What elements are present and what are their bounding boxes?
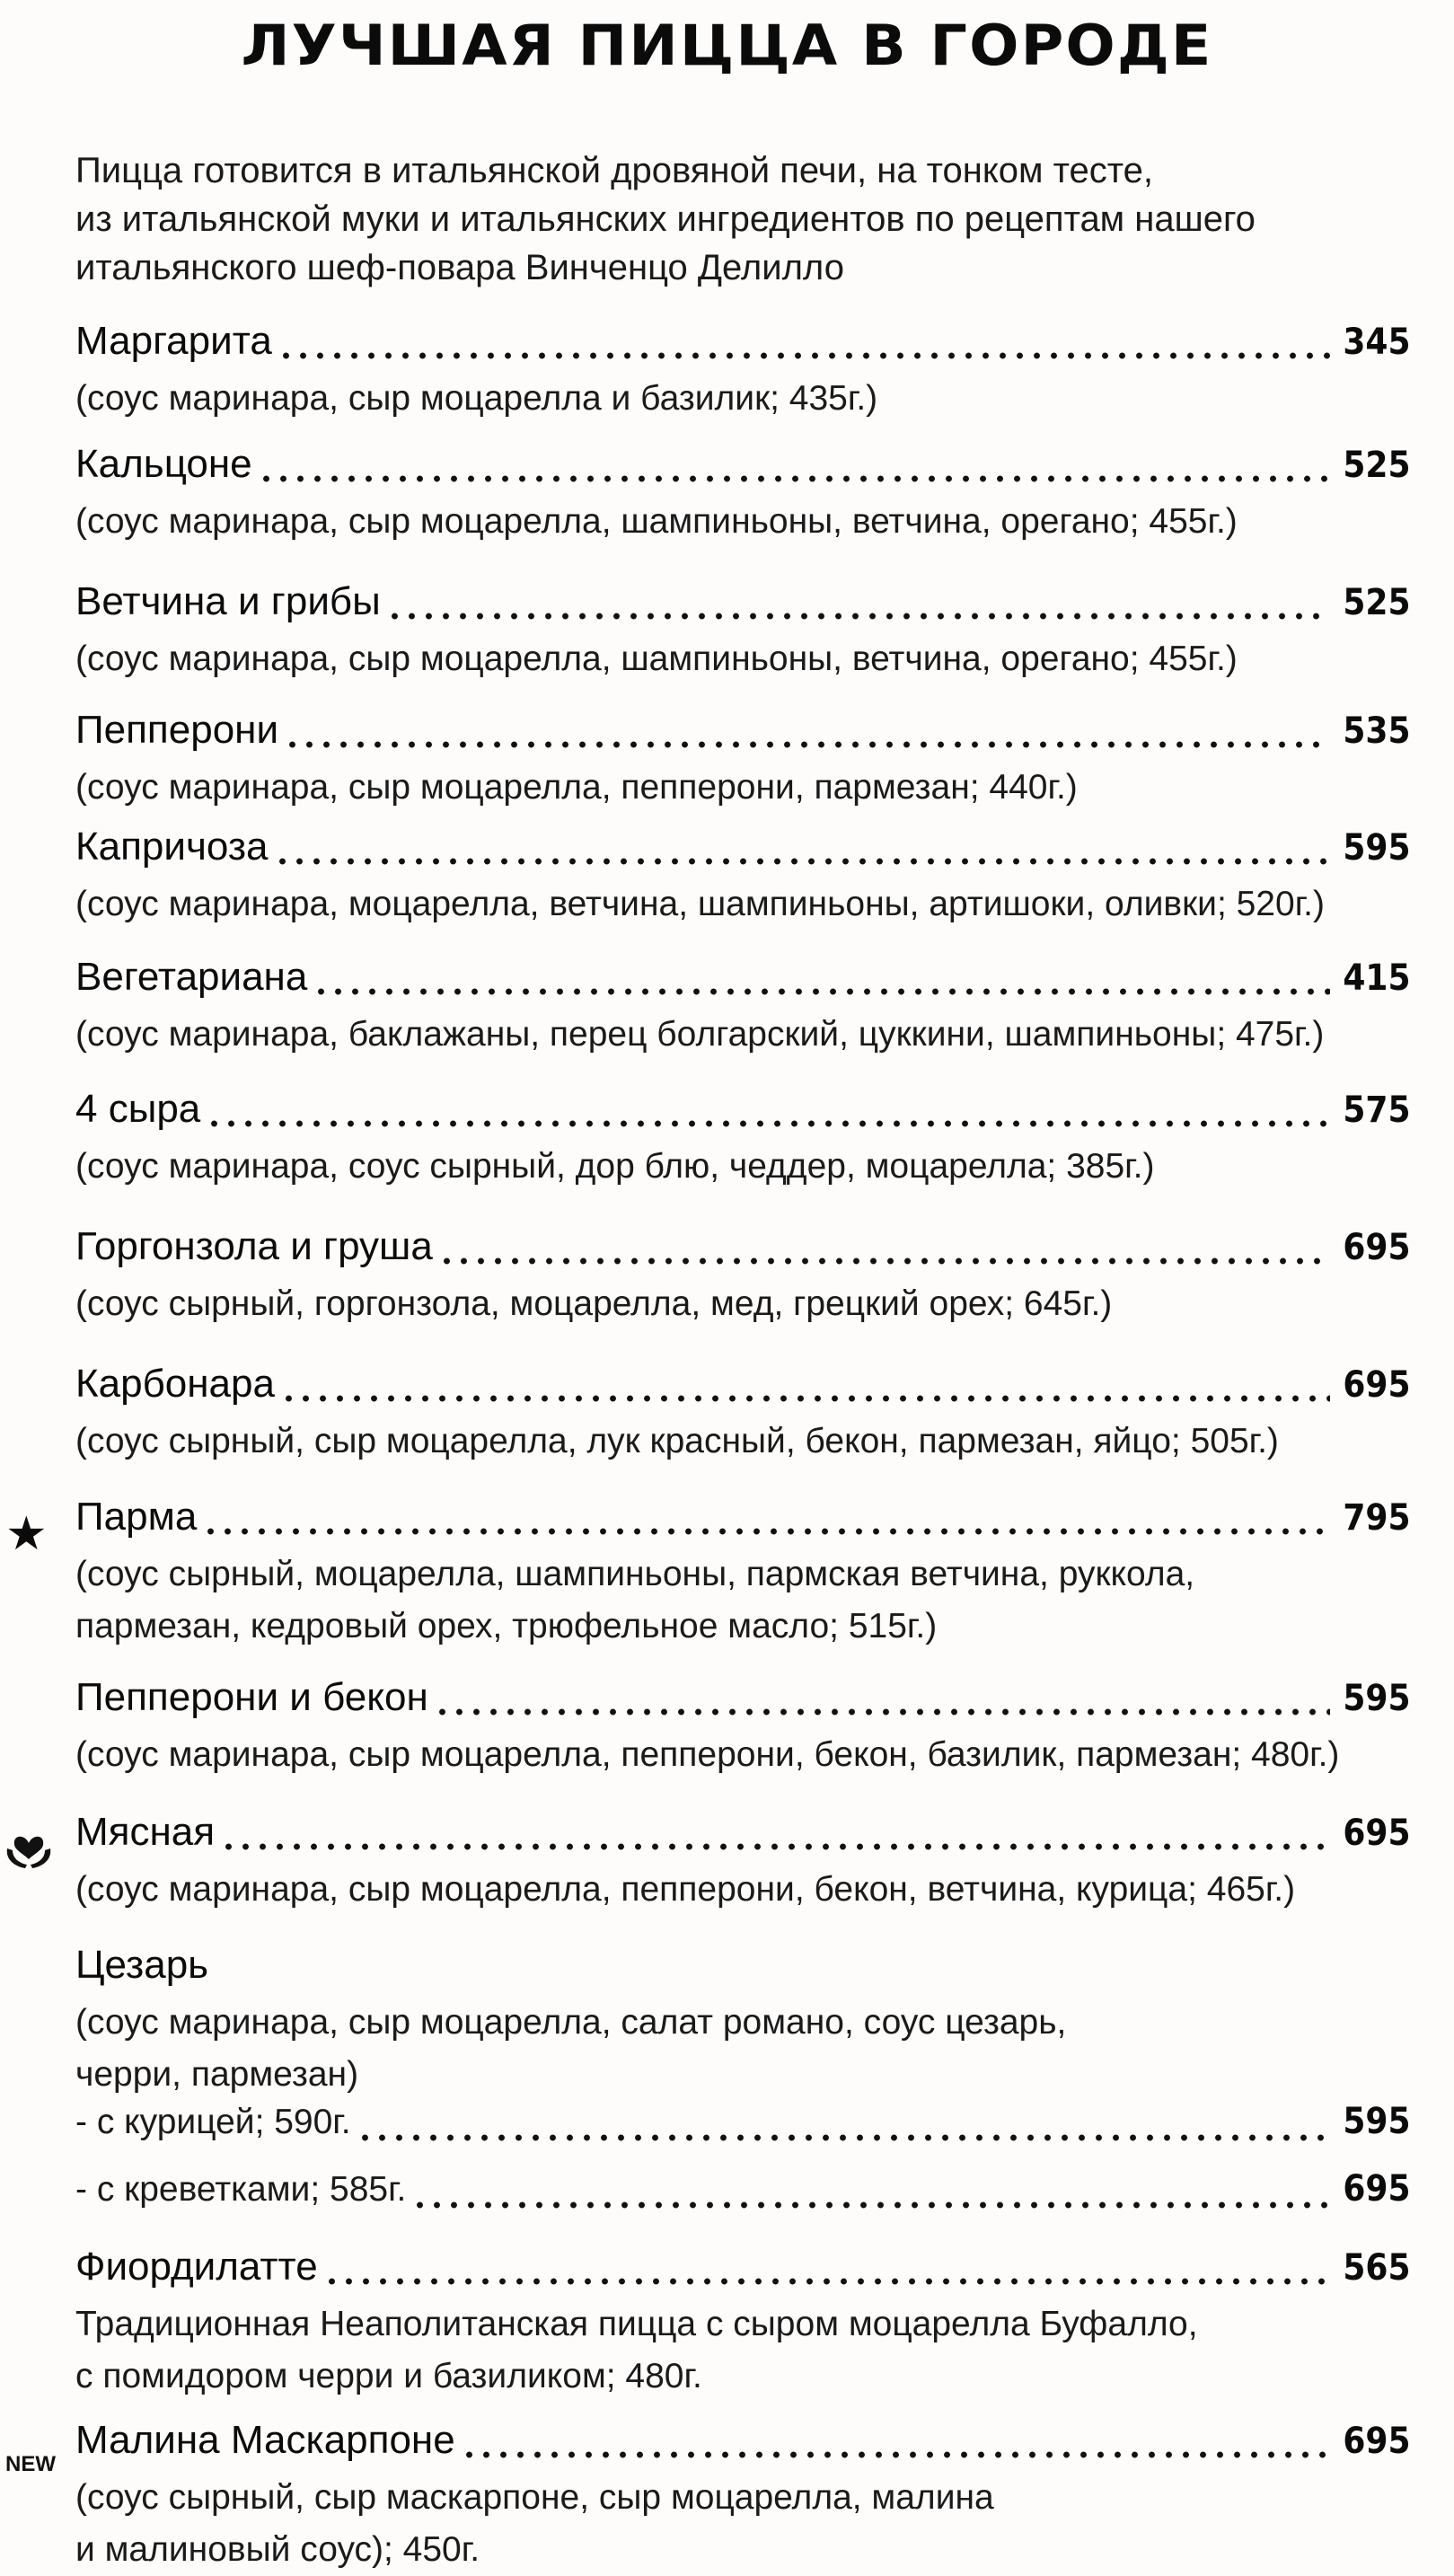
intro-text [75,146,1387,292]
item-name: Вегетариана [75,955,308,999]
menu-item [75,1943,1410,2101]
menu-item-row [75,1495,1410,1548]
item-name: Ветчина и грибы [75,579,381,623]
item-description: (соус маринара, сыр моцарелла, шампиньоны, ветчина, орегано; 455г.) [75,640,1238,678]
menu-item [75,442,1410,548]
menu-item-row [75,708,1410,762]
new-badge: NEW [5,2452,56,2476]
item-price: 695 [1342,2168,1410,2210]
item-price: 695 [1342,1227,1410,1268]
menu-item-row [75,1362,1410,1416]
item-name: Кальцоне [75,442,252,486]
dot-leader [278,351,1330,360]
page-title: ЛУЧШАЯ ПИЦЦА В ГОРОДЕ [241,13,1213,78]
item-description: (соус маринара, сыр моцарелла, салат романо, соус цезарь, [75,2003,1067,2042]
item-name: Цезарь [75,1943,209,1987]
intro-line: итальянского шеф-повара Винченцо Делилло [75,248,844,287]
dot-leader [411,2201,1329,2210]
menu-item-row [75,442,1410,496]
menu-item [75,1810,1410,1916]
item-name: Пепперони [75,708,279,752]
item-description: (соус маринара, сыр моцарелла, шампиньоны, ветчина, орегано; 455г.) [75,502,1238,541]
item-price: 795 [1342,1497,1410,1539]
dot-leader [274,857,1330,866]
menu-item-row [75,2418,1410,2472]
dot-leader [220,1842,1329,1851]
menu-item-row [75,825,1410,878]
menu-item-row [75,1087,1410,1141]
menu-item [75,825,1410,931]
menu-item-row [75,1943,1410,1997]
item-description: (соус маринара, сыр моцарелла, пепперони, бекон, ветчина, курица; 465г.) [75,1870,1296,1909]
star-icon: ★ [5,1508,48,1560]
item-description: Традиционная Неаполитанская пицца с сыром моцарелла Буфалло, [75,2305,1198,2343]
item-price: 525 [1342,582,1410,623]
dot-leader [461,2450,1330,2459]
item-price: 575 [1342,1090,1410,1131]
menu-item [75,1675,1410,1781]
dot-leader [258,474,1330,483]
dot-leader [434,1707,1330,1716]
item-price: 415 [1342,957,1410,999]
dot-leader [386,612,1330,621]
menu-item-row [75,1675,1410,1729]
dot-leader [313,987,1329,996]
menu-item-row [75,2101,1410,2155]
menu-item [75,1362,1410,1468]
menu-item [75,2418,1410,2576]
menu-item [75,708,1410,814]
item-price: 695 [1342,1364,1410,1406]
item-name: - с креветками; 585г. [75,2170,407,2209]
menu-item-row [75,579,1410,633]
menu-item-row [75,955,1410,1009]
item-name: Капричоза [75,825,269,869]
item-description: (соус маринара, сыр моцарелла и базилик; 435г.) [75,379,878,418]
item-description: (соус маринара, сыр моцарелла, пепперони, бекон, базилик, пармезан; 480г.) [75,1735,1340,1774]
item-price: 525 [1342,445,1410,486]
item-price: 565 [1342,2247,1410,2289]
menu-item [75,319,1410,425]
dot-leader [357,2133,1330,2142]
menu-item-row [75,1810,1410,1864]
dot-leader [206,1119,1329,1128]
item-description: (соус маринара, баклажаны, перец болгарский, цуккини, шампиньоны; 475г.) [75,1015,1325,1054]
menu-item [75,1087,1410,1193]
item-name: Мясная [75,1810,216,1854]
menu-item-row [75,1224,1410,1278]
menu-item [75,955,1410,1061]
menu-item [75,1495,1410,1653]
item-description: (соус сырный, моцарелла, шампиньоны, пармская ветчина, руккола, [75,1555,1195,1593]
heart-hands-icon [2,1823,56,1878]
item-name: Парма [75,1495,198,1539]
intro-line: из итальянской муки и итальянских ингредиентов по рецептам нашего [75,199,1256,239]
item-name: Карбонара [75,1362,275,1406]
item-price: 595 [1342,1678,1410,1719]
item-name: Пепперони и бекон [75,1675,428,1719]
item-description: с помидором черри и базиликом; 480г. [75,2357,702,2395]
dot-leader [284,740,1329,749]
item-description: (соус сырный, сыр моцарелла, лук красный, бекон, пармезан, яйцо; 505г.) [75,1422,1279,1460]
item-description: пармезан, кедровый орех, трюфельное масло; 515г.) [75,1607,938,1645]
menu-item [75,1224,1410,1330]
item-price: 345 [1342,322,1410,363]
menu-item-row [75,2168,1410,2222]
item-price: 695 [1342,2421,1410,2462]
menu-item-row [75,319,1410,373]
menu-item [75,2168,1410,2222]
dot-leader [438,1257,1330,1266]
menu-item [75,579,1410,685]
item-name: Фиордилатте [75,2245,318,2289]
item-name: Маргарита [75,319,272,363]
dot-leader [202,1527,1329,1536]
dot-leader [323,2277,1330,2286]
item-description: (соус сырный, горгонзола, моцарелла, мед, грецкий орех; 645г.) [75,1284,1113,1323]
menu-item-row [75,2245,1410,2298]
item-description: (соус маринара, сыр моцарелла, пепперони, пармезан; 440г.) [75,768,1078,807]
item-description: (соус маринара, соус сырный, дор блю, чеддер, моцарелла; 385г.) [75,1147,1155,1186]
intro-line: Пицца готовится в итальянской дровяной печи, на тонком тесте, [75,151,1153,190]
item-name: Горгонзола и груша [75,1224,433,1268]
item-name: Малина Маскарпоне [75,2418,455,2462]
menu-item [75,2101,1410,2155]
item-name: - с курицей; 590г. [75,2103,351,2141]
dot-leader [280,1394,1330,1403]
item-description: (соус маринара, моцарелла, ветчина, шампиньоны, артишоки, оливки; 520г.) [75,885,1325,923]
item-description: черри, пармезан) [75,2055,359,2094]
menu-item [75,2245,1410,2403]
item-name: 4 сыра [75,1087,201,1131]
item-price: 535 [1342,710,1410,752]
item-description: и малиновый соус); 450г. [75,2530,480,2569]
item-price: 595 [1342,2101,1410,2142]
item-description: (соус сырный, сыр маскарпоне, сыр моцарелла, малина [75,2478,994,2517]
item-price: 595 [1342,827,1410,869]
item-price: 695 [1342,1813,1410,1854]
